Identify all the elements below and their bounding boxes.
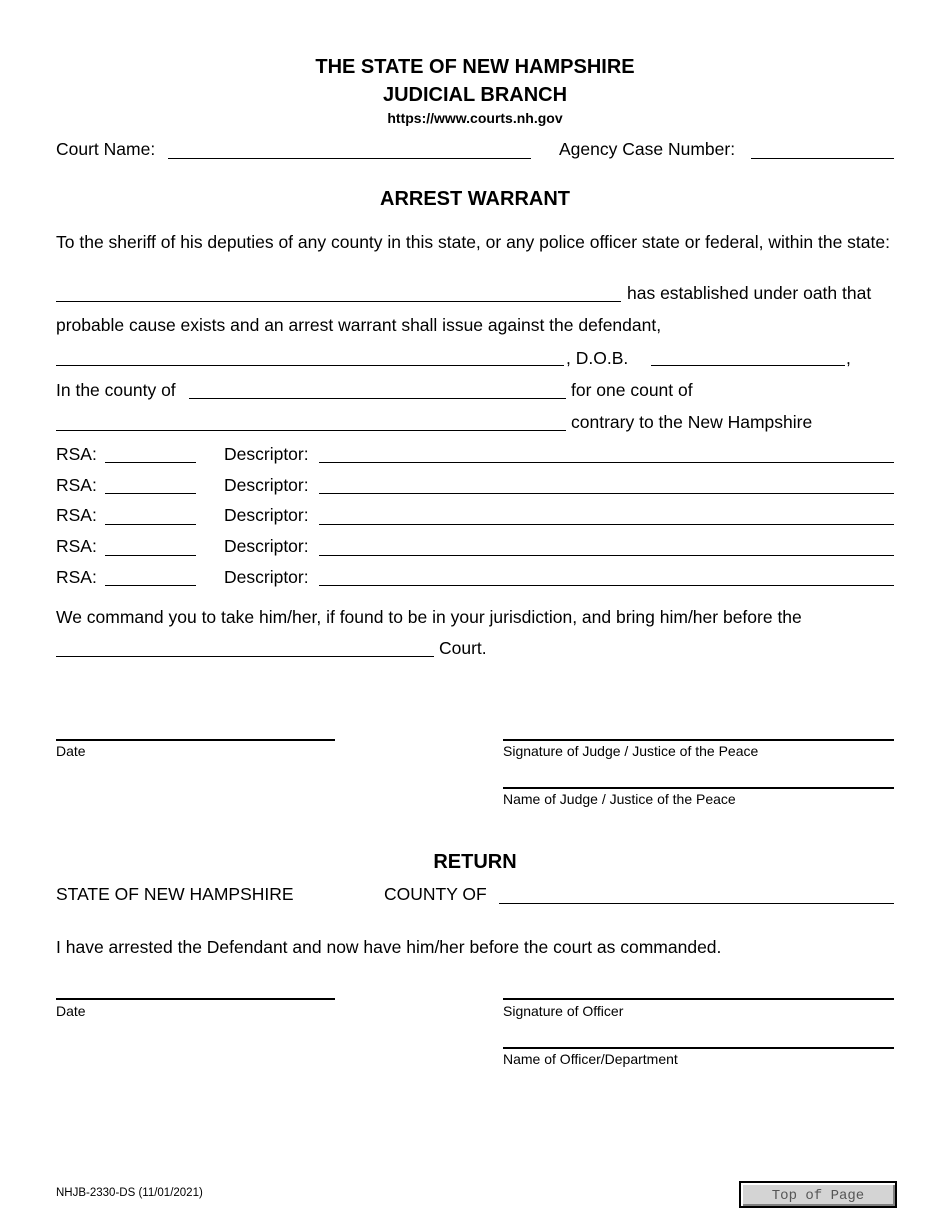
judge-name-field[interactable] [503,787,894,789]
judge-signature-label: Signature of Judge / Justice of the Peace [503,743,759,759]
descriptor-label: Descriptor: [224,444,309,464]
descriptor-label: Descriptor: [224,567,309,587]
descriptor-field[interactable] [319,585,894,586]
officer-signature-field[interactable] [503,998,894,1000]
rsa-label: RSA: [56,567,97,587]
offense-field[interactable] [56,430,566,431]
descriptor-label: Descriptor: [224,505,309,525]
agency-case-field[interactable] [751,158,894,159]
rsa-field[interactable] [105,555,196,556]
dob-label: , D.O.B. [566,348,629,368]
descriptor-label: Descriptor: [224,475,309,495]
rsa-label: RSA: [56,505,97,525]
rsa-label: RSA: [56,536,97,556]
page-title: ARREST WARRANT [380,188,570,210]
return-state: STATE OF NEW HAMPSHIRE [56,884,294,904]
rsa-field[interactable] [105,585,196,586]
header-url: https://www.courts.nh.gov [387,110,563,126]
rsa-field[interactable] [105,462,196,463]
header-state: THE STATE OF NEW HAMPSHIRE [315,56,635,78]
complainant-field[interactable] [56,301,621,302]
descriptor-field[interactable] [319,493,894,494]
officer-name-field[interactable] [503,1047,894,1049]
return-county-field[interactable] [499,903,894,904]
warrant-date-field[interactable] [56,739,335,741]
rsa-field[interactable] [105,493,196,494]
header-branch: JUDICIAL BRANCH [382,84,568,106]
warrant-date-label: Date [56,743,86,759]
return-title: RETURN [433,851,517,873]
return-date-label: Date [56,1003,86,1019]
rsa-label: RSA: [56,475,97,495]
top-of-page-button[interactable]: Top of Page [739,1181,897,1208]
judge-signature-field[interactable] [503,739,894,741]
probable-cause-text: probable cause exists and an arrest warrant shall issue against the defendant, [56,315,662,335]
court-text: Court. [439,638,487,658]
descriptor-field[interactable] [319,555,894,556]
dob-field[interactable] [651,365,845,366]
form-id: NHJB-2330-DS (11/01/2021) [56,1187,203,1199]
return-statement: I have arrested the Defendant and now have him/her before the court as commanded. [56,937,722,957]
county-label: In the county of [56,380,176,400]
established-text: has established under oath that [627,283,872,303]
county-field[interactable] [189,398,566,399]
contrary-text: contrary to the New Hampshire [571,412,813,432]
court-field[interactable] [56,656,434,657]
dob-comma: , [846,348,851,368]
return-date-field[interactable] [56,998,335,1000]
descriptor-field[interactable] [319,524,894,525]
defendant-name-field[interactable] [56,365,564,366]
descriptor-field[interactable] [319,462,894,463]
count-label: for one count of [571,380,693,400]
rsa-label: RSA: [56,444,97,464]
command-text: We command you to take him/her, if found to be in your jurisdiction, and bring him/her before the [56,607,802,627]
descriptor-label: Descriptor: [224,536,309,556]
officer-name-label: Name of Officer/Department [503,1051,678,1067]
judge-name-label: Name of Judge / Justice of the Peace [503,791,736,807]
intro-text: To the sheriff of his deputies of any county in this state, or any police officer state or federal, within the state: [56,232,890,252]
return-county-label: COUNTY OF [384,884,487,904]
court-name-label: Court Name: [56,139,156,159]
court-name-field[interactable] [168,158,531,159]
rsa-field[interactable] [105,524,196,525]
agency-case-label: Agency Case Number: [559,139,736,159]
officer-signature-label: Signature of Officer [503,1003,624,1019]
